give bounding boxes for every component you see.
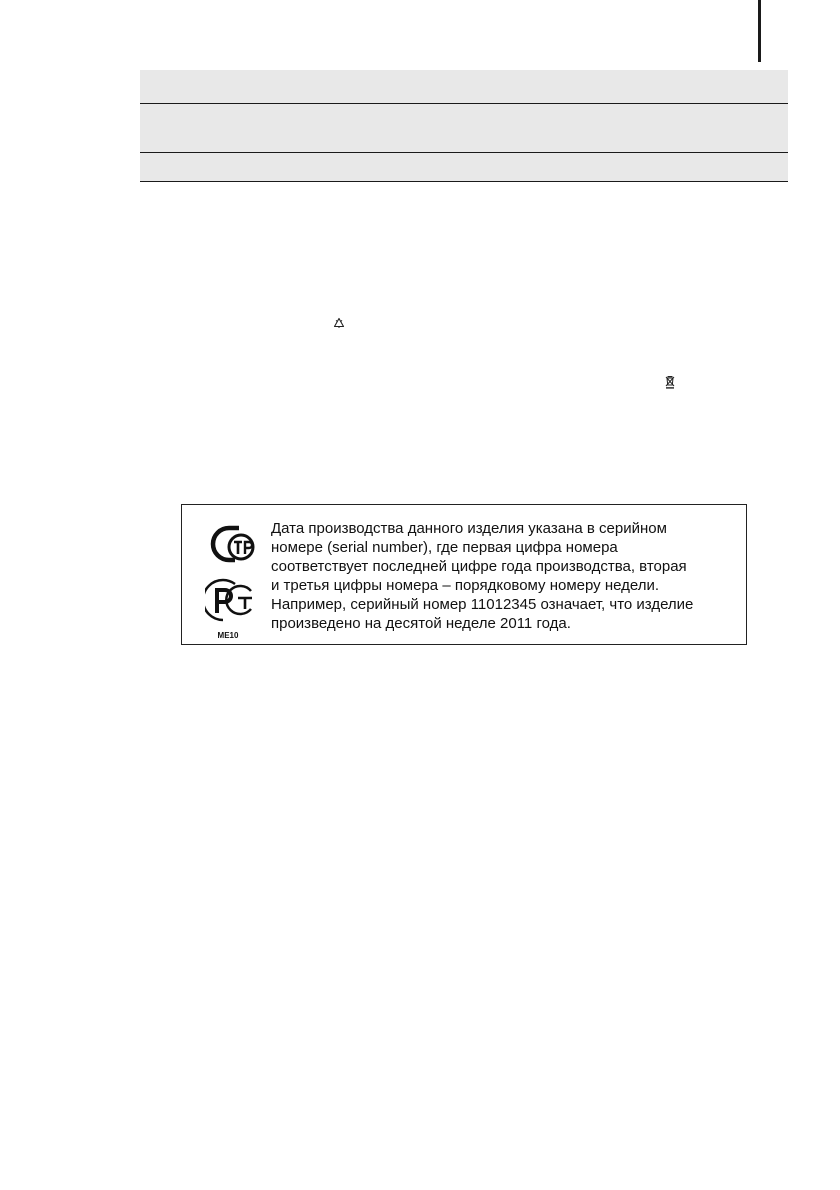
margin-marker-line (758, 0, 761, 62)
crossed-bin-icon (665, 375, 675, 389)
table-row (140, 104, 788, 153)
recycle-icon (333, 317, 345, 329)
table-row (140, 153, 788, 182)
certification-mark-code: ME10 (217, 631, 239, 640)
production-date-info-box (181, 504, 747, 645)
info-line: и третья цифры номера – порядковому номеру недели. (271, 577, 660, 594)
table-row (140, 70, 788, 104)
info-line: Например, серийный номер 11012345 означает, что изделие (271, 596, 694, 613)
info-line: номере (serial number), где первая цифра номера (271, 539, 618, 556)
eac-certification-icon (205, 523, 257, 565)
info-line: произведено на десятой неделе 2011 года. (271, 615, 571, 632)
header-table (140, 70, 788, 182)
info-line: соответствует последней цифре года производства, вторая (271, 558, 687, 575)
certification-logos (202, 521, 262, 640)
production-date-text (271, 519, 741, 633)
info-line: Дата производства данного изделия указана в серийном (271, 520, 667, 537)
rst-certification-icon (205, 575, 257, 625)
